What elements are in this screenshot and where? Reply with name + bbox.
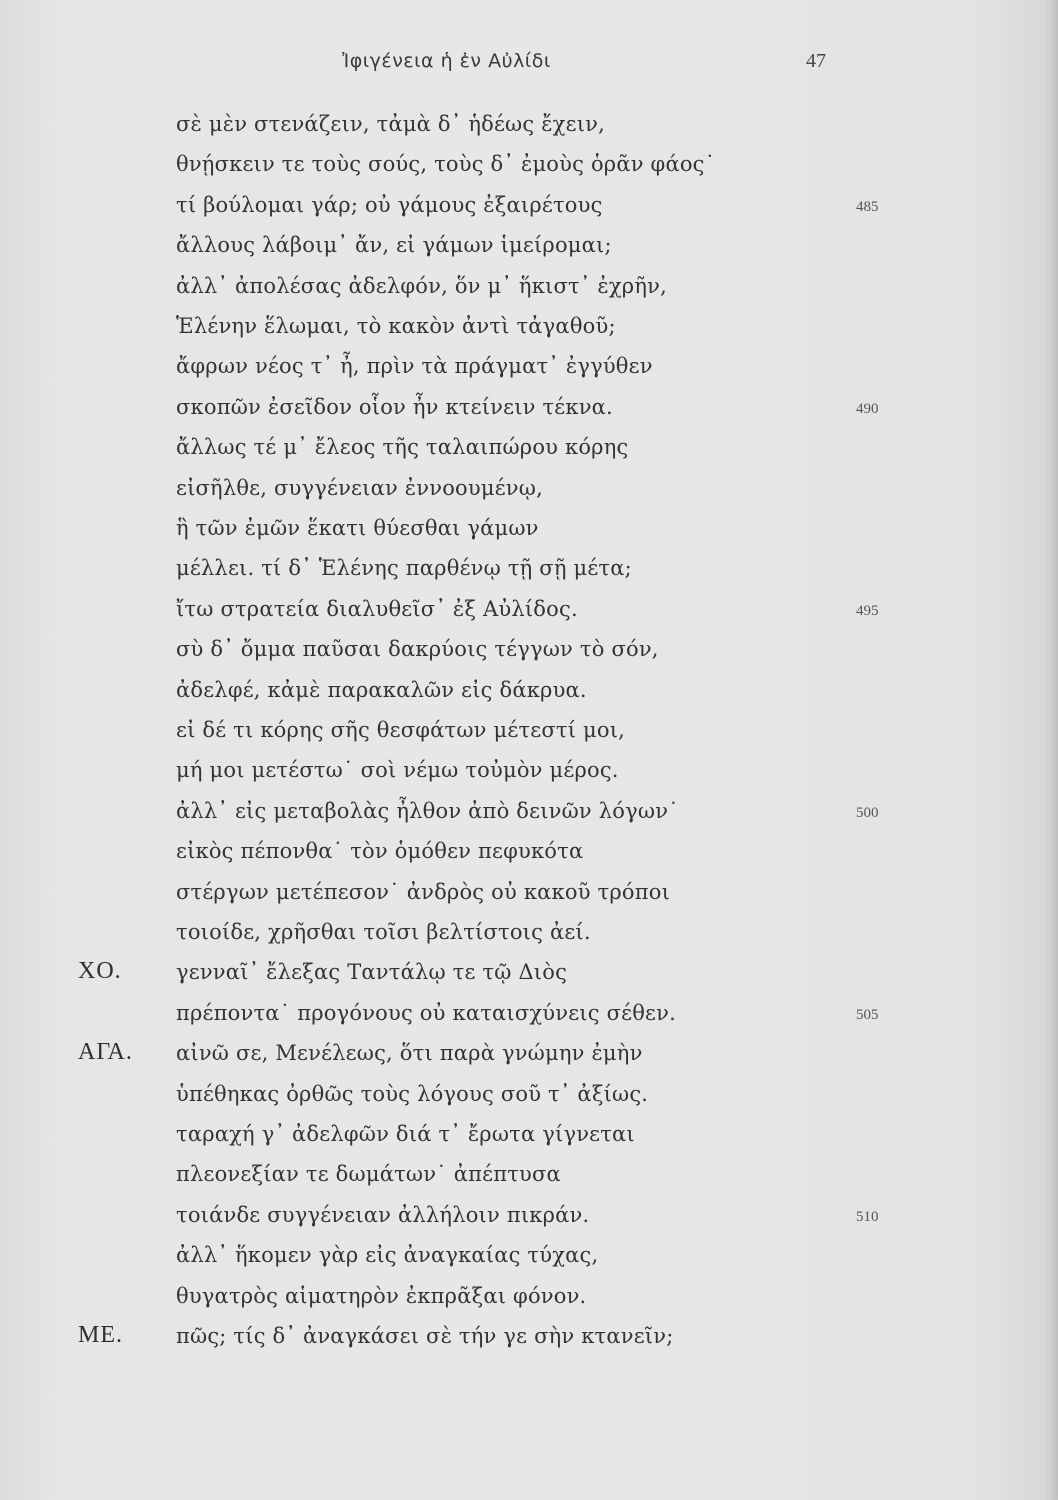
running-head (0, 50, 1058, 78)
verse-line (0, 995, 1058, 1035)
verse-text: γενναῖ᾽ ἔλεξας Ταντάλῳ τε τῷ Διὸς (176, 960, 568, 985)
verse-line (0, 1237, 1058, 1277)
verse-line (0, 672, 1058, 712)
verse-text: ὑπέθηκας ὀρθῶς τοὺς λόγους σοῦ τ᾽ ἀξίως. (176, 1081, 649, 1106)
verse-line (0, 793, 1058, 833)
verse-line (0, 510, 1058, 550)
verse-line (0, 1035, 1058, 1075)
verse-line (0, 954, 1058, 994)
line-number: 485 (856, 198, 879, 215)
verse-text: ἄλλως τέ μ᾽ ἔλεος τῆς ταλαιπώρου κόρης (176, 435, 629, 460)
verse-line (0, 106, 1058, 146)
verse-text: ἀλλ᾽ ἀπολέσας ἀδελφόν, ὅν μ᾽ ἥκιστ᾽ ἐχρῆν, (176, 273, 667, 298)
verse-line (0, 470, 1058, 510)
verse-text: τί βούλομαι γάρ; οὐ γάμους ἐξαιρέτους (176, 192, 603, 217)
line-number: 500 (856, 804, 879, 821)
verse-text: σὺ δ᾽ ὄμμα παῦσαι δακρύοις τέγγων τὸ σόν, (176, 637, 659, 662)
page-number: 47 (806, 50, 826, 72)
verse-line (0, 227, 1058, 267)
speaker-label: ΧΟ. (78, 958, 122, 985)
verse-text: μή μοι μετέστω˙ σοὶ νέμω τοὐμὸν μέρος. (176, 758, 619, 783)
verse-line (0, 1318, 1058, 1358)
verse-line (0, 1156, 1058, 1196)
verse-line (0, 874, 1058, 914)
verse-line (0, 752, 1058, 792)
verse-text: πῶς; τίς δ᾽ ἀναγκάσει σὲ τήν γε σὴν κτανεῖν; (176, 1324, 674, 1348)
verse-line (0, 1197, 1058, 1237)
line-number: 495 (856, 602, 879, 619)
verse-text: σὲ μὲν στενάζειν, τἀμὰ δ᾽ ἡδέως ἔχειν, (176, 112, 605, 136)
verse-text: ἣ τῶν ἐμῶν ἕκατι θύεσθαι γάμων (176, 516, 539, 540)
verse-text: θυγατρὸς αἱματηρὸν ἐκπρᾶξαι φόνον. (176, 1283, 587, 1308)
verse-text: ἄφρων νέος τ᾽ ἦ, πρὶν τὰ πράγματ᾽ ἐγγύθεν (176, 354, 653, 379)
verse-line (0, 591, 1058, 631)
verse-text: ἀλλ᾽ εἰς μεταβολὰς ἦλθον ἀπὸ δεινῶν λόγων˙ (176, 798, 679, 823)
verse-line (0, 308, 1058, 348)
verse-line (0, 712, 1058, 752)
speaker-label: ΑΓΑ. (78, 1039, 133, 1066)
verse-line (0, 1278, 1058, 1318)
verse-line (0, 187, 1058, 227)
verse-text: πρέποντα˙ προγόνους οὐ καταισχύνεις σέθεν. (176, 1000, 676, 1025)
verse-text: τοιάνδε συγγένειαν ἀλλήλοιν πικράν. (176, 1202, 590, 1227)
verse-line (0, 348, 1058, 388)
verse-text: ἴτω στρατεία διαλυθεῖσ᾽ ἐξ Αὐλίδος. (176, 596, 578, 621)
verse-line (0, 146, 1058, 186)
verse-text: Ἑλένην ἕλωμαι, τὸ κακὸν ἀντὶ τἀγαθοῦ; (176, 314, 616, 338)
verse-text: πλεονεξίαν τε δωμάτων˙ ἀπέπτυσα (176, 1162, 561, 1187)
verse-text: ἀδελφέ, κἀμὲ παρακαλῶν εἰς δάκρυα. (176, 677, 587, 702)
verse-text: τοιοίδε, χρῆσθαι τοῖσι βελτίστοις ἀεί. (176, 920, 591, 944)
verse-line (0, 268, 1058, 308)
verse-line (0, 914, 1058, 954)
line-number: 510 (856, 1208, 879, 1225)
verse-text: σκοπῶν ἐσεῖδον οἷον ἦν κτείνειν τέκνα. (176, 394, 613, 419)
line-number: 490 (856, 400, 879, 417)
speaker-label: ΜΕ. (78, 1322, 123, 1348)
verse-line (0, 389, 1058, 429)
line-number: 505 (856, 1006, 879, 1023)
running-title: Ἰφιγένεια ἡ ἐν Αὐλίδι (342, 50, 551, 72)
verse-line (0, 833, 1058, 873)
verse-line (0, 1076, 1058, 1116)
verse-line (0, 550, 1058, 590)
verse-text: αἰνῶ σε, Μενέλεως, ὅτι παρὰ γνώμην ἐμὴν (176, 1041, 643, 1066)
verse-line (0, 1116, 1058, 1156)
verse-line (0, 429, 1058, 469)
verse-text: εἰ δέ τι κόρης σῆς θεσφάτων μέτεστί μοι, (176, 718, 626, 742)
verse-text: ἀλλ᾽ ἥκομεν γὰρ εἰς ἀναγκαίας τύχας, (176, 1243, 599, 1268)
verse-text: εἰσῆλθε, συγγένειαν ἐννοουμένῳ, (176, 475, 543, 500)
verse-text: ταραχή γ᾽ ἀδελφῶν διά τ᾽ ἔρωτα γίγνεται (176, 1122, 635, 1146)
verse-text: στέργων μετέπεσον˙ ἀνδρὸς οὐ κακοῦ τρόποι (176, 879, 671, 904)
verse-line (0, 631, 1058, 671)
verse-text: θνῄσκειν τε τοὺς σούς, τοὺς δ᾽ ἐμοὺς ὁρᾶν φάος˙ (176, 152, 716, 177)
verse-text: μέλλει. τί δ᾽ Ἑλένης παρθένῳ τῇ σῇ μέτα; (176, 556, 632, 581)
verse-text: ἄλλους λάβοιμ᾽ ἄν, εἰ γάμων ἱμείρομαι; (176, 233, 612, 258)
verse-text: εἰκὸς πέπονθα˙ τὸν ὁμόθεν πεφυκότα (176, 839, 584, 864)
